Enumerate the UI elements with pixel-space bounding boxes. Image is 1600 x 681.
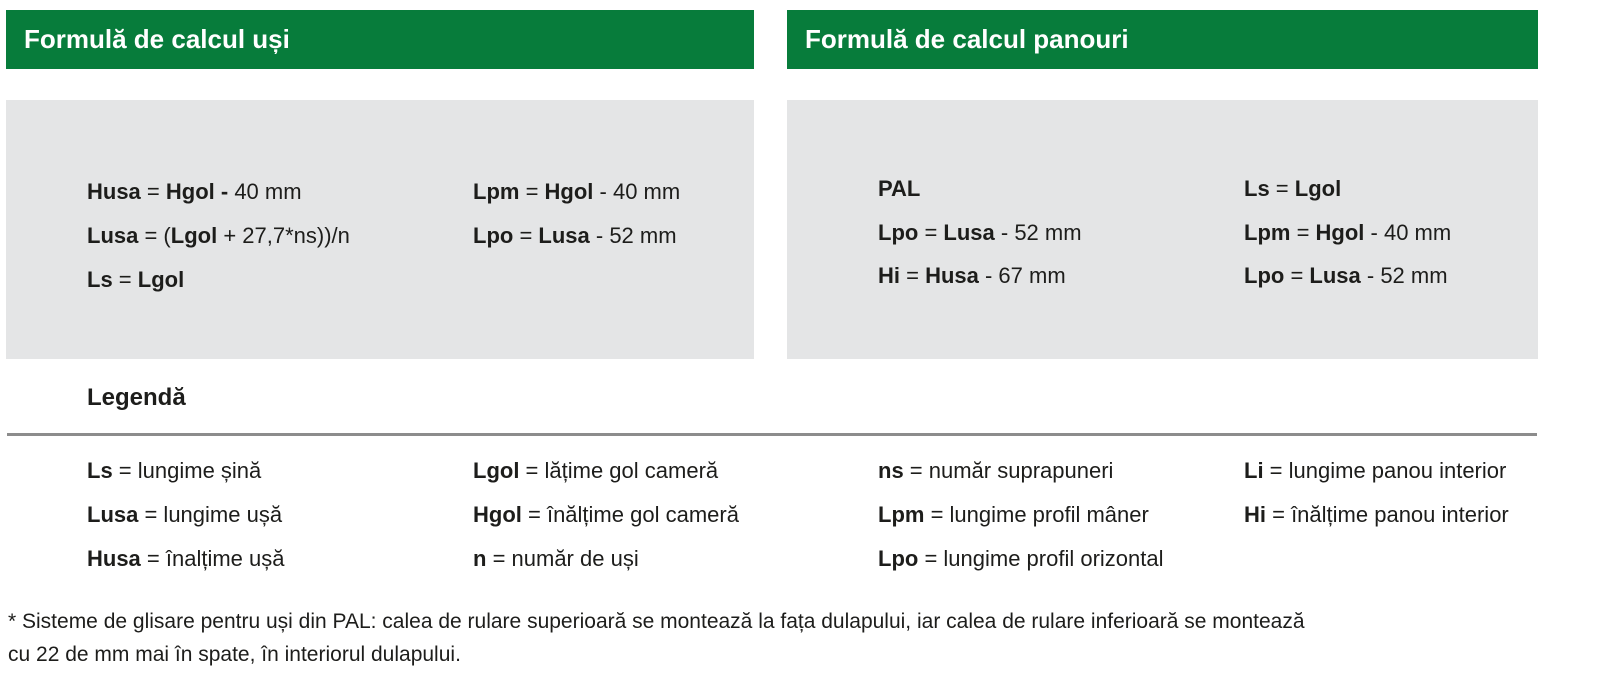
legend-item-lusa: Lusa = lungime ușă — [87, 502, 283, 527]
formula-ls-panel: Ls = Lgol — [1244, 176, 1342, 201]
legend-item-husa: Husa = înalțime ușă — [87, 546, 285, 571]
legend-item-ns: ns = număr suprapuneri — [878, 458, 1114, 483]
door-formula-header — [6, 10, 754, 69]
footnote — [8, 605, 1508, 671]
footnote-line-2: cu 22 de mm mai în spate, în interiorul dulapului. — [8, 643, 461, 666]
formula-hi: Hi = Husa - 67 mm — [878, 263, 1066, 288]
legend-divider — [7, 433, 1537, 436]
formula-lusa: Lusa = (Lgol + 27,7*ns))/n — [87, 223, 350, 248]
legend-item-n: n = număr de uși — [473, 546, 639, 571]
pal-label: PAL — [878, 176, 921, 201]
formula-lpm: Lpm = Hgol - 40 mm — [473, 179, 681, 204]
formula-lpo: Lpo = Lusa - 52 mm — [473, 223, 677, 248]
legend-item-li: Li = lungime panou interior — [1244, 458, 1507, 483]
formula-lpm-panel: Lpm = Hgol - 40 mm — [1244, 220, 1452, 245]
legend-item-lgol: Lgol = lățime gol cameră — [473, 458, 719, 483]
formula-husa: Husa = Hgol - 40 mm — [87, 179, 302, 204]
panel-formula-title: Formulă de calcul panouri — [805, 24, 1129, 54]
legend-item-hgol: Hgol = înălțime gol cameră — [473, 502, 739, 527]
legend-title: Legendă — [87, 384, 186, 411]
door-formula-title: Formulă de calcul uși — [24, 24, 290, 54]
legend-item-lpm: Lpm = lungime profil mâner — [878, 502, 1149, 527]
legend-item-hi: Hi = înălțime panou interior — [1244, 502, 1509, 527]
legend-item-ls: Ls = lungime șină — [87, 458, 262, 483]
formula-lpo-panel-2: Lpo = Lusa - 52 mm — [1244, 263, 1448, 288]
formula-lpo-panel: Lpo = Lusa - 52 mm — [878, 220, 1082, 245]
legend-item-lpo: Lpo = lungime profil orizontal — [878, 546, 1164, 571]
panel-formula-header — [787, 10, 1538, 69]
formula-ls: Ls = Lgol — [87, 267, 185, 292]
footnote-line-1: * Sisteme de glisare pentru uși din PAL: calea de rulare superioară se montează la fața dulapului, iar calea de rulare inferioară se montează — [8, 610, 1305, 633]
